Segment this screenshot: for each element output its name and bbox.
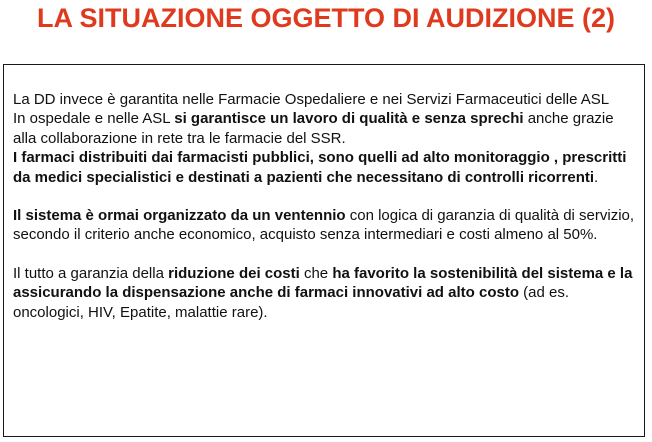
text-drugs-end: . bbox=[594, 168, 599, 186]
paragraph-system-organization bbox=[13, 206, 638, 245]
text-cost-intro: Il tutto a garanzia della bbox=[13, 264, 169, 282]
paragraph-cost-reduction bbox=[13, 264, 638, 322]
text-dd-availability: La DD invece è garantita nelle Farmacie Ospedaliere e nei Servizi Farmaceutici delle ASL bbox=[13, 91, 610, 108]
spacer bbox=[13, 187, 638, 206]
text-drugs-emphasis: I farmaci distribuiti dai farmacisti pubblici, sono quelli ad alto monitoraggio , prescritti da medici specialistici e destinati a pazienti che necessitano di controlli ricorrenti bbox=[13, 149, 627, 186]
paragraph-dd-availability bbox=[13, 90, 638, 109]
spacer bbox=[13, 245, 638, 264]
text-cost-connector: che bbox=[299, 264, 333, 282]
text-hospital-intro: In ospedale e nelle ASL bbox=[13, 110, 175, 128]
paragraph-drugs-distributed bbox=[13, 148, 638, 187]
text-system-rest: con logica di garanzia di qualità di servizio, secondo il criterio anche economico, acquisto senza intermediari e costi almeno al 50%. bbox=[13, 207, 635, 244]
page-title: LA SITUAZIONE OGGETTO DI AUDIZIONE (2) bbox=[36, 3, 615, 33]
text-network-collaboration: anche grazie alla collaborazione in rete tra le farmacie del SSR. bbox=[13, 110, 614, 147]
text-sustainability-emphasis: ha favorito la sostenibilità del sistema e la assicurando la dispensazione anche di farmaci innovativi ad alto costo bbox=[13, 264, 633, 302]
text-cost-emphasis: riduzione dei costi bbox=[168, 264, 300, 282]
body-text bbox=[13, 90, 638, 322]
text-system-emphasis: Il sistema è ormai organizzato da un ventennio bbox=[13, 207, 346, 225]
text-quality-emphasis: si garantisce un lavoro di qualità e senza sprechi bbox=[174, 110, 524, 128]
paragraph-hospital-quality bbox=[13, 109, 638, 148]
content-box bbox=[3, 64, 645, 437]
text-examples: (ad es. oncologici, HIV, Epatite, malattie rare). bbox=[13, 284, 570, 321]
